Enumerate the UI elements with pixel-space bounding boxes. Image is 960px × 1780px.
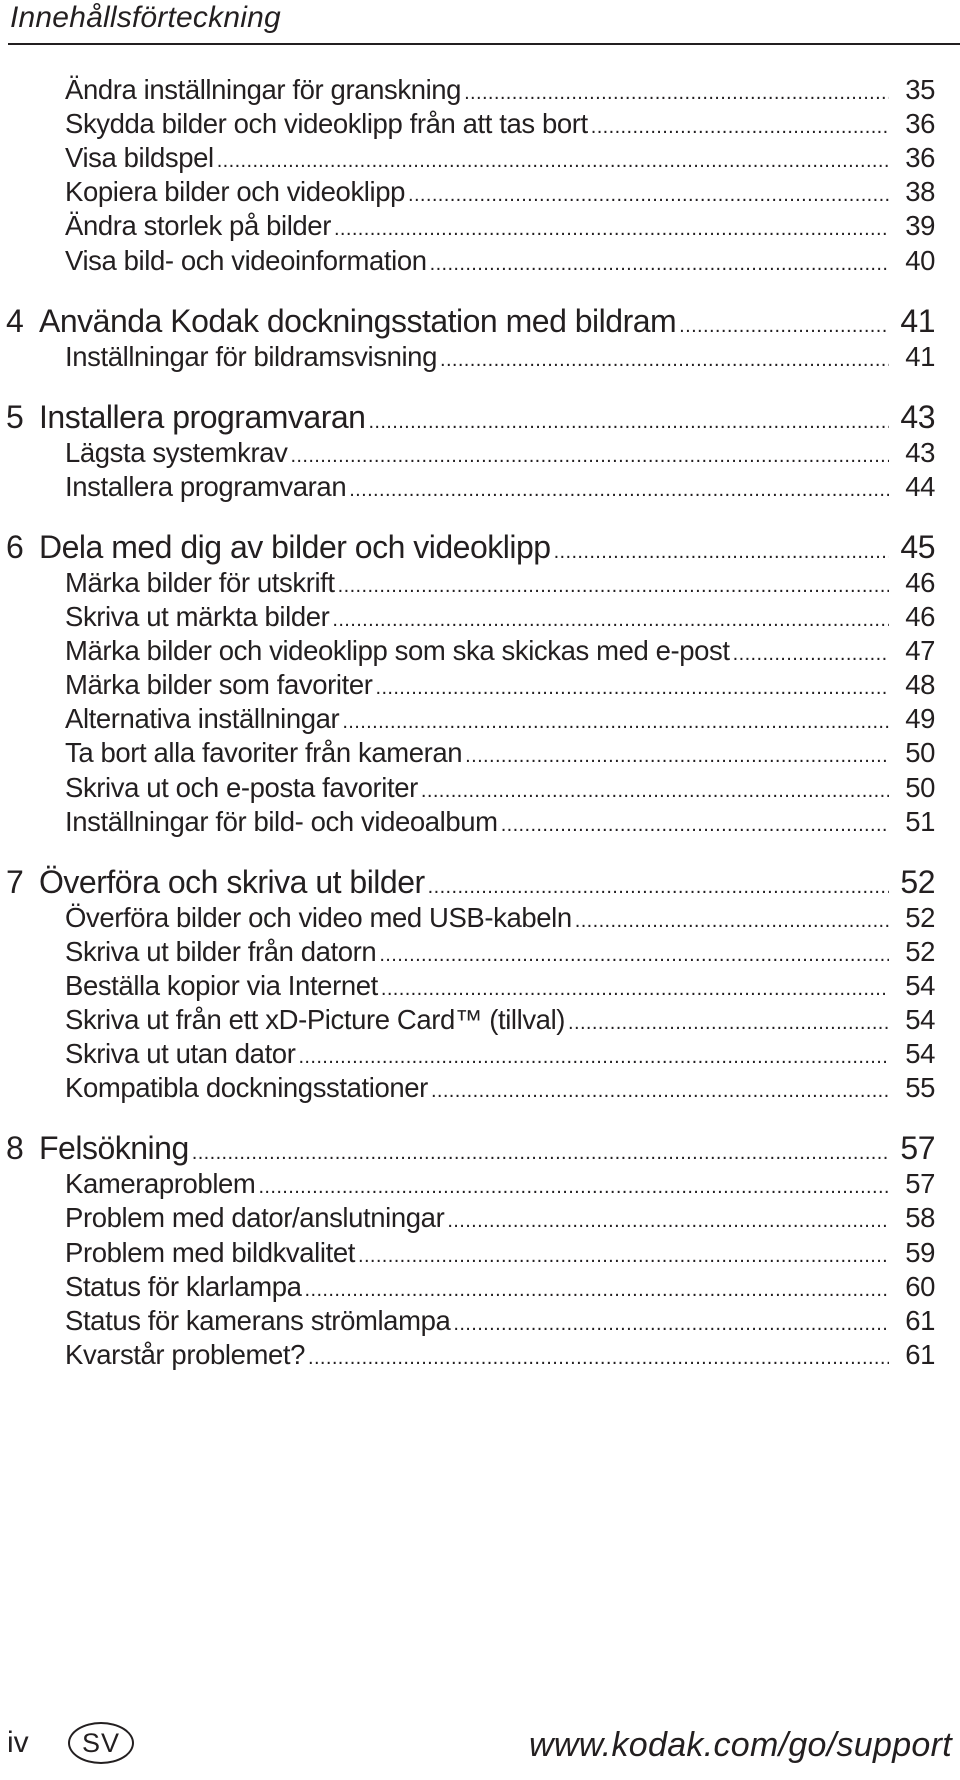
toc-entry-title: Inställningar för bildramsvisning	[65, 340, 437, 372]
page-header	[8, 0, 960, 44]
toc-page-number: 57	[900, 1130, 935, 1167]
toc-entry[interactable]	[0, 806, 960, 838]
dot-leader	[338, 567, 889, 599]
toc-entry[interactable]	[0, 210, 960, 242]
toc-page-number: 61	[905, 1338, 935, 1370]
toc-entry-title: Kopiera bilder och videoklipp	[65, 176, 406, 208]
toc-page-number: 40	[905, 244, 935, 276]
toc-page-number: 52	[900, 863, 935, 900]
toc-entry[interactable]	[0, 669, 960, 701]
toc-page-number: 36	[905, 108, 935, 140]
toc-entry-title: Dela med dig av bilder och videoklipp	[39, 528, 551, 565]
toc-entry-title: Ändra inställningar för granskning	[65, 74, 462, 105]
toc-entry-title: Kameraproblem	[65, 1168, 256, 1200]
toc-page-number: 44	[905, 470, 935, 502]
toc-entry-title: Installera programvaran	[65, 470, 347, 502]
dot-leader	[381, 970, 889, 1002]
toc-entry[interactable]	[0, 108, 960, 140]
toc-entry[interactable]	[0, 970, 960, 1002]
dot-leader	[431, 1072, 889, 1104]
dot-leader	[305, 1271, 889, 1303]
toc-chapter-entry[interactable]	[0, 399, 960, 436]
toc-entry[interactable]	[0, 1202, 960, 1234]
toc-entry-title: Märka bilder som favoriter	[65, 669, 373, 701]
toc-page-number: 51	[905, 805, 935, 837]
toc-entry-title: Visa bild- och videoinformation	[65, 244, 427, 276]
toc-page-number: 50	[905, 737, 935, 769]
chapter-number: 5	[6, 398, 24, 435]
dot-leader	[554, 529, 889, 566]
toc-page-number: 45	[900, 528, 935, 565]
dot-leader	[368, 399, 889, 436]
toc-entry-title: Installera programvaran	[39, 398, 366, 435]
toc-entry-title: Inställningar för bild- och videoalbum	[65, 805, 498, 837]
dot-leader	[258, 1168, 889, 1200]
toc-chapter-entry[interactable]	[0, 864, 960, 901]
toc-page-number: 43	[900, 398, 935, 435]
toc-page-number: 54	[905, 1038, 935, 1070]
dot-leader	[591, 108, 889, 140]
dot-leader	[501, 806, 889, 838]
toc-entry-title: Lägsta systemkrav	[65, 436, 288, 468]
toc-entry[interactable]	[0, 703, 960, 735]
dot-leader	[375, 669, 889, 701]
toc-entry-title: Skriva ut utan dator	[65, 1038, 296, 1070]
dot-leader	[298, 1038, 889, 1070]
toc-entry[interactable]	[0, 1305, 960, 1337]
dot-leader	[421, 772, 889, 804]
dot-leader	[568, 1004, 889, 1036]
toc-entry-title: Märka bilder för utskrift	[65, 566, 335, 598]
dot-leader	[192, 1130, 889, 1167]
toc-entry-title: Problem med bildkvalitet	[65, 1236, 355, 1268]
toc-entry-title: Märka bilder och videoklipp som ska skickas med e-post	[65, 635, 730, 667]
toc-entry[interactable]	[0, 567, 960, 599]
toc-entry[interactable]	[0, 737, 960, 769]
toc-entry[interactable]	[0, 74, 960, 106]
toc-entry[interactable]	[0, 471, 960, 503]
toc-page-number: 50	[905, 771, 935, 803]
toc-entry[interactable]	[0, 176, 960, 208]
dot-leader	[308, 1339, 889, 1371]
toc-entry-title: Skriva ut och e-posta favoriter	[65, 771, 418, 803]
toc-entry-title: Ändra storlek på bilder	[65, 210, 331, 242]
dot-leader	[290, 437, 889, 469]
toc-page-number: 59	[905, 1236, 935, 1268]
toc-page-number: 54	[905, 1004, 935, 1035]
page-number: iv	[7, 1726, 29, 1759]
toc-page-number: 57	[905, 1168, 935, 1200]
toc-entry-title: Ta bort alla favoriter från kameran	[65, 737, 463, 769]
toc-page-number: 49	[905, 703, 935, 735]
toc-entry-title: Överföra bilder och video med USB-kabeln	[65, 901, 572, 933]
toc-page-number: 55	[905, 1072, 935, 1104]
dot-leader	[447, 1202, 889, 1234]
toc-page-number: 46	[905, 566, 935, 598]
dot-leader	[465, 737, 889, 769]
toc-page-number: 39	[905, 210, 935, 242]
chapter-number: 6	[6, 528, 24, 565]
toc-entry-title: Kompatibla dockningsstationer	[65, 1072, 428, 1104]
header-divider	[8, 43, 960, 45]
toc-entry[interactable]	[0, 1271, 960, 1303]
toc-entry[interactable]	[0, 1004, 960, 1036]
toc-page-number: 61	[905, 1304, 935, 1336]
toc-entry-title: Kvarstår problemet?	[65, 1338, 306, 1370]
dot-leader	[733, 635, 889, 667]
toc-entry[interactable]	[0, 772, 960, 804]
toc-entry-title: Alternativa inställningar	[65, 703, 340, 735]
support-url[interactable]: www.kodak.com/go/support	[529, 1726, 952, 1764]
toc-entry-title: Skydda bilder och videoklipp från att tas bort	[65, 108, 588, 140]
toc-entry-title: Skriva ut bilder från datorn	[65, 935, 377, 967]
toc-entry[interactable]	[0, 1237, 960, 1269]
toc-chapter-entry[interactable]	[0, 303, 960, 340]
toc-entry-title: Status för kamerans strömlampa	[65, 1304, 451, 1336]
dot-leader	[453, 1305, 889, 1337]
toc-entry[interactable]	[0, 142, 960, 174]
toc-entry-title: Problem med dator/anslutningar	[65, 1202, 445, 1234]
toc-page-number: 36	[905, 142, 935, 174]
chapter-number: 8	[6, 1130, 24, 1167]
toc-entry[interactable]	[0, 1038, 960, 1070]
toc-page-number: 41	[905, 340, 935, 372]
toc-page-number: 52	[905, 901, 935, 933]
toc-page-number: 41	[900, 302, 935, 339]
toc-page-number: 47	[905, 635, 935, 667]
toc-page-number: 43	[905, 436, 935, 468]
toc-page-number: 52	[905, 935, 935, 967]
toc-entry[interactable]	[0, 341, 960, 373]
dot-leader	[334, 210, 889, 242]
chapter-number: 4	[6, 302, 24, 339]
dot-leader	[217, 142, 889, 174]
dot-leader	[342, 703, 889, 735]
toc-page-number: 38	[905, 176, 935, 208]
toc-entry[interactable]	[0, 936, 960, 968]
toc-chapter-entry[interactable]	[0, 529, 960, 566]
toc-chapter-entry[interactable]	[0, 1130, 960, 1167]
toc-entry[interactable]	[0, 635, 960, 667]
dot-leader	[679, 303, 889, 340]
toc-entry-title: Status för klarlampa	[65, 1270, 302, 1302]
toc-entry-title: Överföra och skriva ut bilder	[39, 863, 425, 900]
language-badge: SV	[68, 1722, 134, 1764]
toc-page-number: 46	[905, 601, 935, 632]
toc-entry-title: Använda Kodak dockningsstation med bildram	[39, 302, 677, 339]
dot-leader	[440, 341, 889, 373]
toc-entry[interactable]	[0, 902, 960, 934]
toc-page-number: 60	[905, 1270, 935, 1302]
page-title: Innehållsförteckning	[10, 1, 281, 34]
toc-entry-title: Visa bildspel	[65, 142, 214, 174]
dot-leader	[464, 74, 889, 106]
dot-leader	[430, 245, 889, 277]
dot-leader	[428, 864, 889, 901]
toc-entry[interactable]	[0, 1339, 960, 1371]
toc-entry[interactable]	[0, 437, 960, 469]
toc-entry-title: Beställa kopior via Internet	[65, 969, 378, 1001]
dot-leader	[332, 601, 889, 633]
toc-entry-title: Skriva ut märkta bilder	[65, 601, 330, 632]
chapter-number: 7	[6, 863, 24, 900]
dot-leader	[349, 471, 889, 503]
dot-leader	[358, 1237, 889, 1269]
page-footer	[0, 1718, 960, 1778]
toc-entry[interactable]	[0, 1168, 960, 1200]
dot-leader	[379, 936, 889, 968]
toc-entry-title: Felsökning	[39, 1130, 189, 1167]
toc-entry[interactable]	[0, 1072, 960, 1104]
toc-page-number: 48	[905, 669, 935, 701]
toc-page-number: 58	[905, 1202, 935, 1234]
toc-entry[interactable]	[0, 245, 960, 277]
toc-entry[interactable]	[0, 601, 960, 633]
toc-page-number: 35	[905, 74, 935, 105]
dot-leader	[408, 176, 889, 208]
toc-page-number: 54	[905, 969, 935, 1001]
dot-leader	[575, 902, 889, 934]
toc-entry-title: Skriva ut från ett xD-Picture Card™ (tillval)	[65, 1004, 566, 1035]
